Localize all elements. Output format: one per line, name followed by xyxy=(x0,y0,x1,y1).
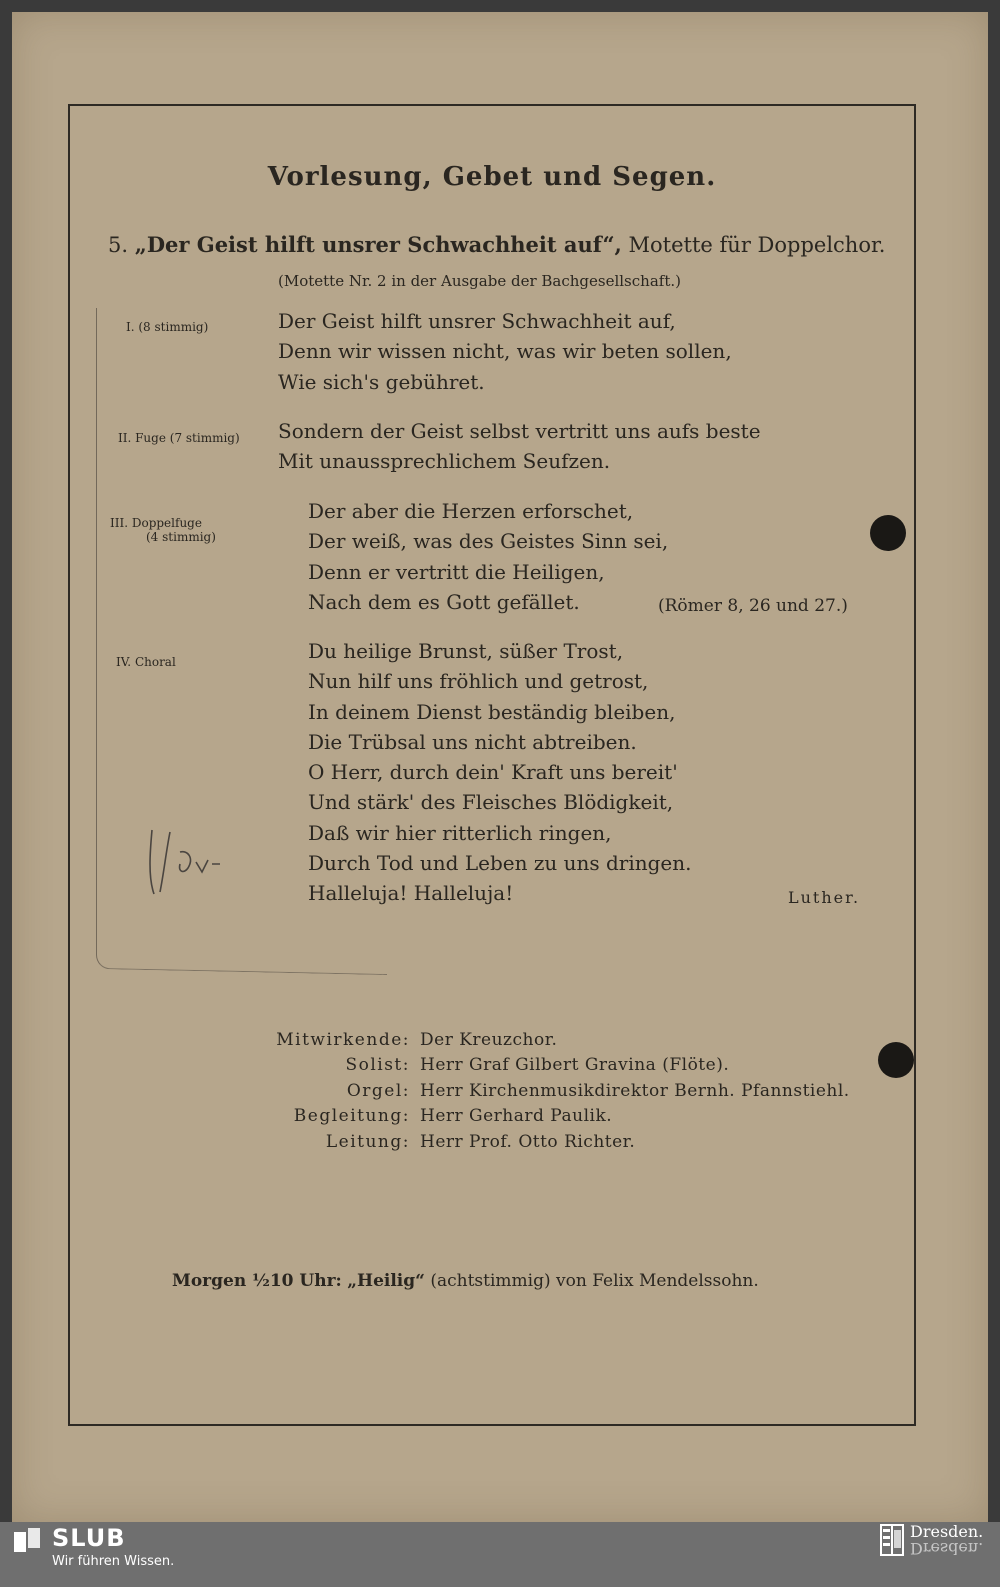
verse-line: Und stärk' des Fleisches Blödigkeit, xyxy=(308,790,674,815)
next-performance-work: „Heilig“ xyxy=(347,1271,425,1291)
section-label-line: (4 stimmig) xyxy=(146,530,216,544)
credit-role: Orgel: xyxy=(346,1080,410,1101)
item-title: „Der Geist hilft unsrer Schwachheit auf“, xyxy=(134,232,622,257)
credit-row xyxy=(130,1053,850,1078)
section-label-1 xyxy=(126,320,208,334)
next-performance-detail: (achtstimmig) von Felix Mendelssohn. xyxy=(430,1271,759,1291)
program-frame xyxy=(68,104,916,1426)
page-title: Vorlesung, Gebet und Segen. xyxy=(267,162,717,192)
dresden-logo-text xyxy=(910,1524,983,1556)
verse-line: Sondern der Geist selbst vertritt uns aufs beste xyxy=(278,419,761,443)
dresden-wordmark: Dresden. xyxy=(910,1522,984,1541)
hymn-author: Luther. xyxy=(788,888,861,907)
next-performance-time: Morgen ½10 Uhr: xyxy=(172,1271,342,1291)
next-performance-note xyxy=(172,1271,759,1291)
section-label-2 xyxy=(118,431,240,445)
credits-list xyxy=(130,1028,850,1155)
credit-person: Herr Kirchenmusikdirektor Bernh. Pfannstiehl. xyxy=(420,1080,850,1101)
slub-book-icon xyxy=(12,1526,42,1556)
verse-line: Halleluja! Halleluja! xyxy=(308,881,514,906)
section-verses-2 xyxy=(278,416,761,477)
verse-line: Denn wir wissen nicht, was wir beten sollen, xyxy=(278,339,732,364)
verse-line: Der aber die Herzen erforschet, xyxy=(308,499,634,523)
dresden-crest-icon xyxy=(880,1524,904,1556)
dresden-wordmark-reflection: Dresden. xyxy=(910,1539,984,1558)
credit-person: Herr Gerhard Paulik. xyxy=(420,1106,613,1127)
library-tagline: Wir führen Wissen. xyxy=(52,1554,175,1569)
credit-role: Leitung: xyxy=(325,1131,410,1152)
library-banner xyxy=(0,1522,1000,1587)
section-label-line: I. (8 stimmig) xyxy=(126,320,209,334)
section-label-line: IV. Choral xyxy=(116,655,176,669)
verse-line: Du heilige Brunst, süßer Trost, xyxy=(308,639,624,663)
punch-hole xyxy=(870,515,906,551)
item-heading xyxy=(108,232,885,257)
section-label-3 xyxy=(110,516,216,544)
verse-line: Durch Tod und Leben zu uns dringen. xyxy=(308,851,692,876)
verse-line: Der weiß, was des Geistes Sinn sei, xyxy=(308,529,669,554)
scripture-reference: (Römer 8, 26 und 27.) xyxy=(658,596,848,616)
credit-row xyxy=(130,1104,850,1129)
credit-person: Herr Prof. Otto Richter. xyxy=(420,1131,636,1152)
section-label-4 xyxy=(116,655,176,669)
credit-row xyxy=(130,1028,850,1053)
credit-row xyxy=(130,1130,850,1155)
verse-line: Daß wir hier ritterlich ringen, xyxy=(308,820,612,845)
credit-role: Begleitung: xyxy=(293,1106,410,1127)
item-description: Motette für Doppelchor. xyxy=(628,233,886,257)
verse-line: Nun hilf uns fröhlich und getrost, xyxy=(308,669,649,694)
credit-role: Solist: xyxy=(345,1055,410,1076)
verse-line: Wie sich's gebühret. xyxy=(278,369,485,394)
credit-person: Der Kreuzchor. xyxy=(420,1030,558,1050)
section-label-line: III. Doppelfuge xyxy=(110,516,202,530)
section-verses-4 xyxy=(308,636,692,909)
item-number: 5. xyxy=(108,233,129,257)
library-name: SLUB xyxy=(52,1524,126,1552)
verse-line: In deinem Dienst beständig bleiben, xyxy=(308,699,676,724)
verse-line: Nach dem es Gott gefället. xyxy=(308,589,580,614)
section-verses-3 xyxy=(308,496,668,617)
verse-line: O Herr, durch dein' Kraft uns bereit' xyxy=(308,760,678,785)
program-page xyxy=(12,12,988,1522)
verse-line: Die Trübsal uns nicht abtreiben. xyxy=(308,729,637,754)
punch-hole xyxy=(878,1042,914,1078)
pencil-annotation-mark xyxy=(140,822,250,902)
item-note: (Motette Nr. 2 in der Ausgabe der Bachgesellschaft.) xyxy=(278,272,681,290)
credit-role: Mitwirkende: xyxy=(276,1030,410,1050)
credit-person: Herr Graf Gilbert Gravina (Flöte). xyxy=(420,1055,730,1076)
verse-line: Der Geist hilft unsrer Schwachheit auf, xyxy=(278,309,676,333)
credit-row xyxy=(130,1079,850,1104)
section-verses-1 xyxy=(278,306,732,397)
section-label-line: II. Fuge (7 stimmig) xyxy=(118,431,240,445)
verse-line: Denn er vertritt die Heiligen, xyxy=(308,559,605,584)
verse-line: Mit unaussprechlichem Seufzen. xyxy=(278,449,611,474)
